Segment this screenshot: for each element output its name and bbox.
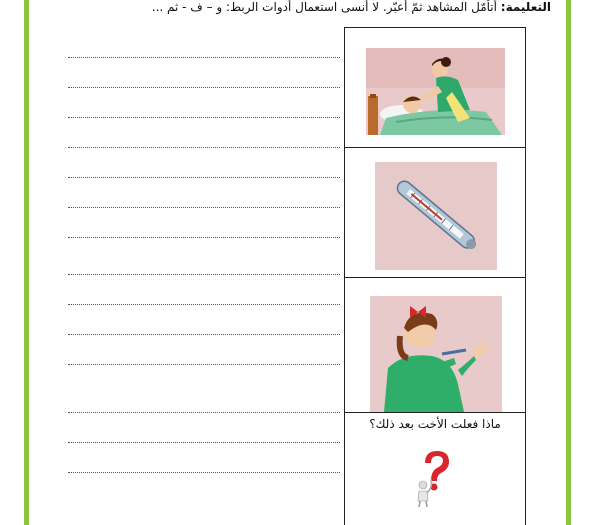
writing-line[interactable] <box>68 177 340 178</box>
writing-line[interactable] <box>68 87 340 88</box>
writing-line[interactable] <box>68 472 340 473</box>
writing-line[interactable] <box>68 117 340 118</box>
writing-line[interactable] <box>68 334 340 335</box>
writing-line[interactable] <box>68 274 340 275</box>
instruction-label: التعليمة: <box>500 0 551 14</box>
writing-line[interactable] <box>68 237 340 238</box>
writing-line[interactable] <box>68 442 340 443</box>
panel-question <box>345 413 525 525</box>
thermometer-illustration <box>375 162 497 270</box>
writing-line[interactable] <box>68 364 340 365</box>
left-border <box>24 0 29 525</box>
writing-line[interactable] <box>68 412 340 413</box>
writing-line[interactable] <box>68 207 340 208</box>
right-border <box>566 0 571 525</box>
writing-line[interactable] <box>68 304 340 305</box>
panel-sick-child <box>345 28 525 148</box>
sick-child-illustration <box>366 48 505 135</box>
panel-thermometer <box>345 148 525 278</box>
sister-illustration <box>370 296 502 412</box>
writing-line[interactable] <box>68 57 340 58</box>
writing-line[interactable] <box>68 147 340 148</box>
panel-sister <box>345 278 525 413</box>
image-panels <box>344 27 526 525</box>
question-text: ماذا فعلت الأخت بعد ذلك؟ <box>369 417 501 431</box>
question-mark-icon <box>411 447 461 507</box>
writing-lines <box>68 0 344 525</box>
instruction-text: أتأمّل المشاهد ثمّ أعبّر. لا أنسى استعمال أدوات الربط: و – ف - ثم ... <box>151 0 501 14</box>
